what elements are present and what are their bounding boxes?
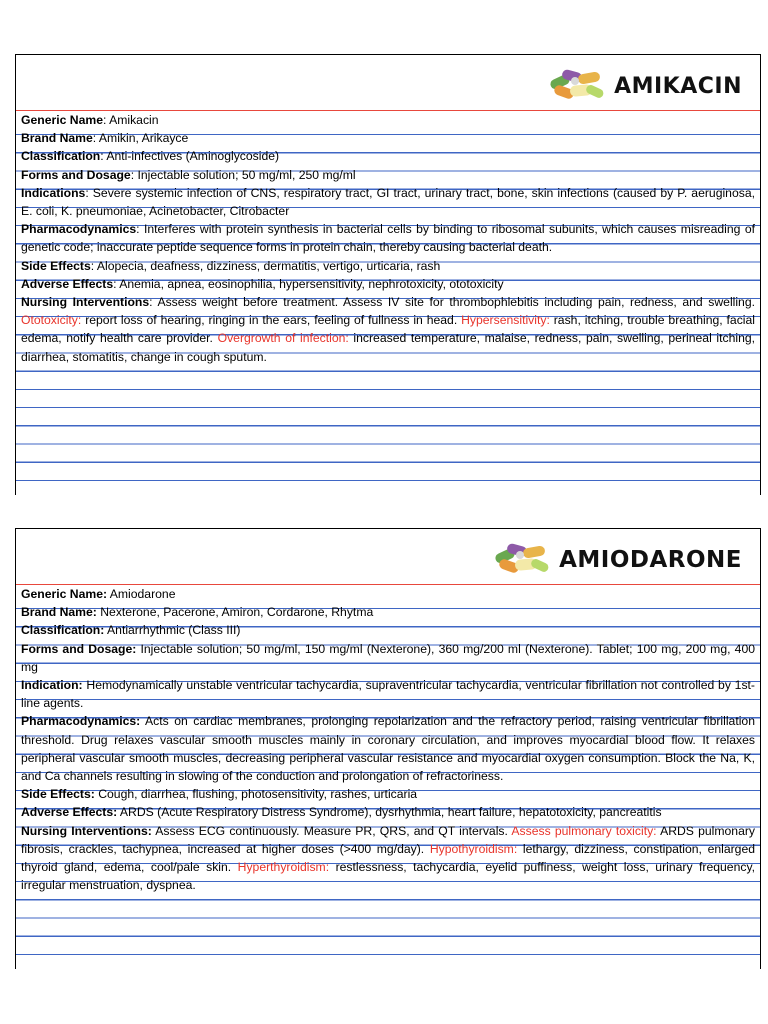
card-header [16, 55, 760, 111]
pills-logo-icon [548, 69, 606, 103]
field-indication: Indication: Hemodynamically unstable ventricular tachycardia, supraventricular tachycardia, ventricular fibrillation not controlled by 1st-line agents. [21, 678, 755, 711]
card-logo [493, 543, 742, 577]
field-side-effects: Side Effects: Alopecia, deafness, dizziness, dermatitis, vertigo, urticaria, rash [21, 258, 441, 273]
field-adverse-effects: Adverse Effects: ARDS (Acute Respiratory Distress Syndrome), dysrhythmia, heart failure, hepatotoxicity, pancreatitis [21, 805, 662, 820]
card-logo [548, 69, 742, 103]
card-body [16, 585, 760, 894]
field-generic-name: Generic Name: Amikacin [21, 113, 159, 127]
field-generic-name: Generic Name: Amiodarone [21, 587, 176, 601]
field-adverse-effects: Adverse Effects: Anemia, apnea, eosinophilia, hypersensitivity, nephrotoxicity, ototoxicity [21, 276, 504, 291]
card-body [16, 111, 760, 366]
field-forms-dosage: Forms and Dosage: Injectable solution; 50 mg/ml, 250 mg/ml [21, 167, 356, 182]
field-forms-dosage: Forms and Dosage: Injectable solution; 50 mg/ml, 150 mg/ml (Nexterone), 360 mg/200 ml (Nexterone). Tablet; 100 mg, 200 mg, 400 mg [21, 641, 755, 674]
field-classification: Classification: Antiarrhythmic (Class III) [21, 623, 241, 638]
field-brand-name: Brand Name: Nexterone, Pacerone, Amiron, Cordarone, Rhytma [21, 605, 374, 620]
field-side-effects: Side Effects: Cough, diarrhea, flushing, photosensitivity, rashes, urticaria [21, 787, 418, 802]
field-brand-name: Brand Name: Amikin, Arikayce [21, 131, 189, 146]
field-nursing-interventions: Nursing Interventions: Assess ECG continuously. Measure PR, QRS, and QT intervals. Assess pulmonary toxicity: ARDS pulmonary fibrosis, crackles, tachypnea, increased at higher doses (>400 mg/day). Hypothyroidism: lethargy, dizziness, constipation, enlarged thyroid gland, edema, cool/pale skin. Hyperthyroidism: restlessness, tachycardia, eyelid puffiness, weight loss, urinary frequency, irregular menstruation, dyspnea. [21, 823, 756, 893]
field-pharmacodynamics: Pharmacodynamics: Interferes with protein synthesis in bacterial cells by binding to ribosomal subunits, which causes misreading of genetic code; inaccurate peptide sequence forms in protein chain, thereby causing bacterial death. [21, 222, 755, 255]
field-classification: Classification: Anti-infectives (Aminoglycoside) [21, 149, 280, 164]
drug-title: AMIODARONE [559, 547, 742, 573]
field-pharmacodynamics: Pharmacodynamics: Acts on cardiac membranes, prolonging repolarization and the refractory period, raising ventricular fibrillation threshold. Drug relaxes vascular smooth muscles mainly in coronary circulation, and improves myocardial blood flow. It relaxes peripheral vascular smooth muscles, decreasing peripheral vascular resistance and myocardial oxygen consumption. Block the Na, K, and Ca channels resulting in slowing of the conduction and prolongation of refractoriness. [21, 714, 755, 784]
pills-logo-icon [493, 543, 551, 577]
card-header [16, 529, 760, 585]
drug-card-amikacin [15, 54, 761, 495]
drug-title: AMIKACIN [614, 73, 742, 99]
field-nursing-interventions: Nursing Interventions: Assess weight before treatment. Assess IV site for thrombophlebitis including pain, redness, and swelling. Ototoxicity: report loss of hearing, ringing in the ears, feeling of fullness in head. Hypersensitivity: rash, itching, trouble breathing, facial edema, notify health care provider. Overgrowth of infection: increased temperature, malaise, redness, pain, swelling, perineal itching, diarrhea, stomatitis, change in cough sputum. [21, 295, 756, 364]
drug-card-amiodarone [15, 528, 761, 969]
field-indications: Indications: Severe systemic infection of CNS, respiratory tract, GI tract, urinary tract, bone, skin infections (caused by P. aeruginosa, E. coli, K. pneumoniae, Acinetobacter, Citrobacter [21, 185, 755, 219]
